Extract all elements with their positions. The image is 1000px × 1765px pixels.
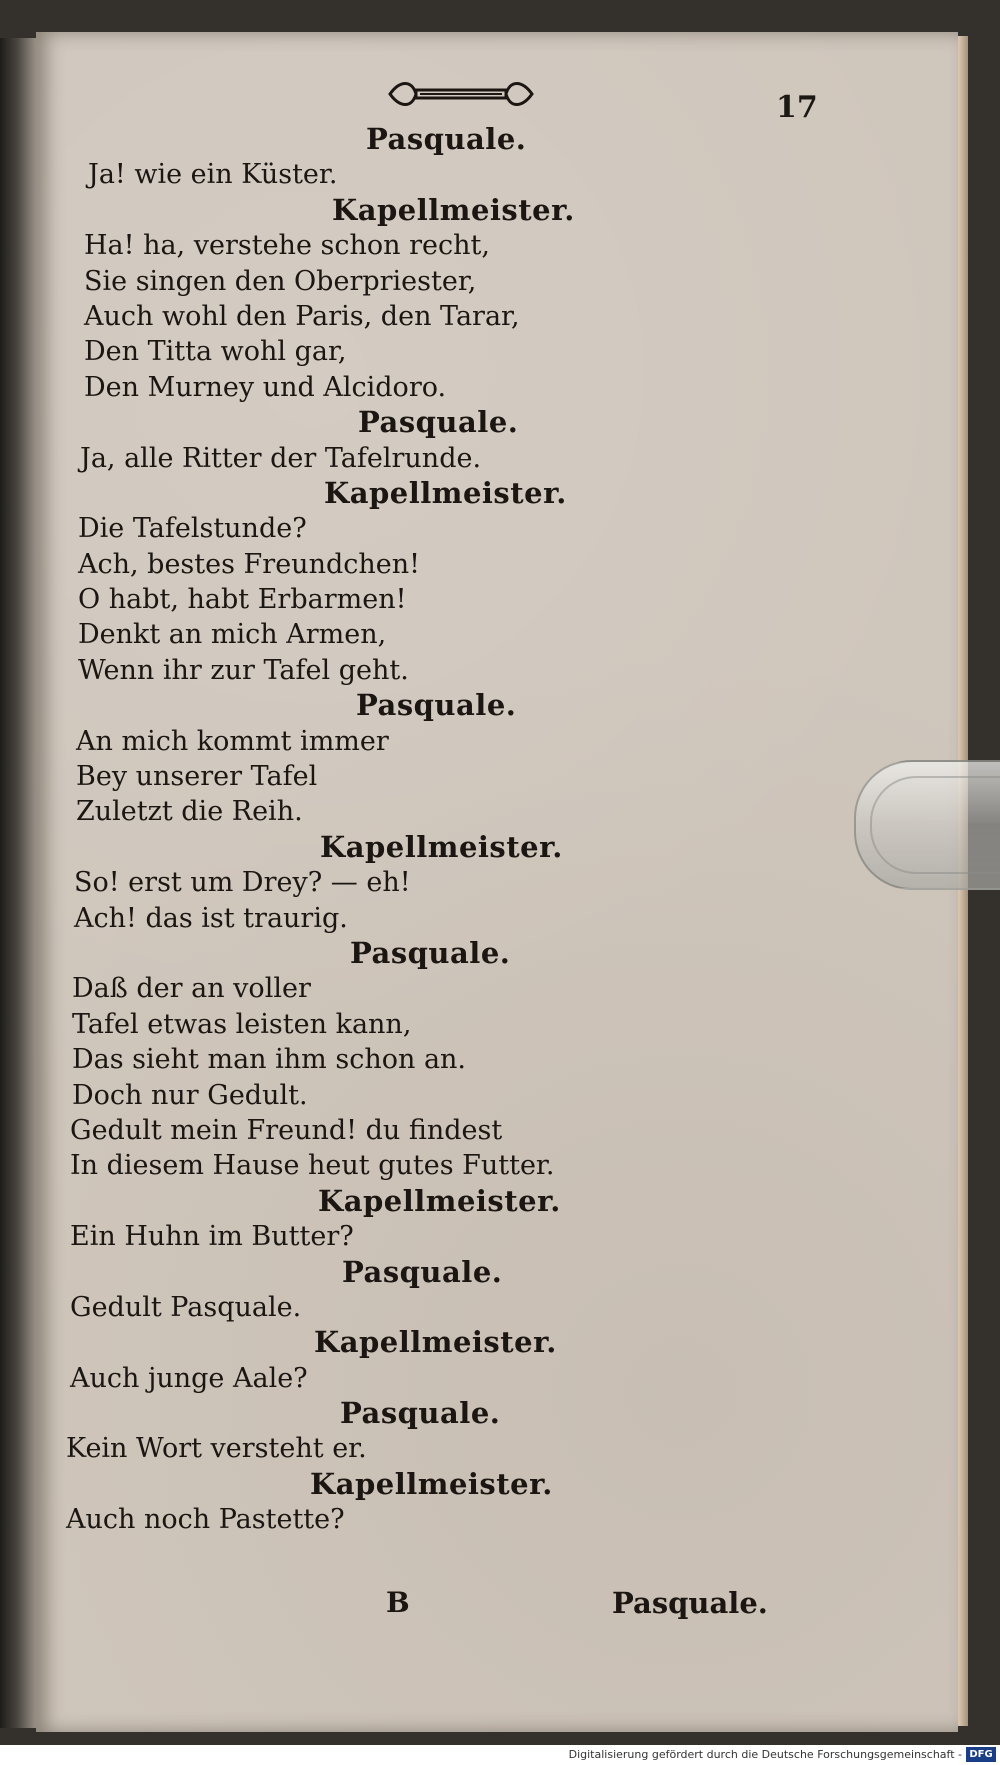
verse-line: Den Titta wohl gar, — [84, 336, 347, 368]
page-clip — [854, 760, 1000, 890]
verse-line: Das sieht man ihm schon an. — [72, 1044, 467, 1076]
verse-line: Ha! ha, verstehe schon recht, — [84, 230, 490, 262]
ornament-icon — [386, 76, 536, 112]
verse-line: Zuletzt die Reih. — [76, 796, 303, 828]
verse-line: Tafel etwas leisten kann, — [72, 1008, 412, 1040]
verse-line: Gedult Pasquale. — [70, 1291, 302, 1323]
speaker-name: Pasquale. — [342, 1254, 503, 1289]
verse-line: In diesem Hause heut gutes Futter. — [70, 1150, 555, 1182]
speaker-name: Kapellmeister. — [332, 192, 575, 227]
page-clip-inner — [870, 776, 1000, 874]
catchword: Pasquale. — [612, 1586, 768, 1620]
verse-line: Ja, alle Ritter der Tafelrunde. — [80, 442, 482, 474]
speaker-name: Pasquale. — [340, 1396, 501, 1431]
verse-line: Auch wohl den Paris, den Tarar, — [84, 300, 520, 332]
verse-line: Doch nur Gedult. — [72, 1079, 308, 1111]
speaker-name: Pasquale. — [358, 405, 519, 440]
dfg-logo-icon: DFG — [966, 1747, 996, 1762]
verse-line: Sie singen den Oberpriester, — [84, 265, 477, 297]
verse-line: Gedult mein Freund! du findest — [70, 1114, 503, 1146]
speaker-name: Kapellmeister. — [318, 1183, 561, 1218]
verse-line: Bey unserer Tafel — [76, 761, 318, 793]
verse-line: Ja! wie ein Küster. — [88, 159, 338, 191]
speaker-name: Kapellmeister. — [320, 829, 563, 864]
speaker-name: Kapellmeister. — [314, 1325, 557, 1360]
libretto-text — [66, 122, 630, 1538]
speaker-name: Pasquale. — [356, 688, 517, 723]
verse-line: Daß der an voller — [72, 973, 311, 1005]
verse-line: Den Murney und Alcidoro. — [84, 371, 447, 403]
signature-mark: B — [386, 1586, 410, 1619]
page-number: 17 — [776, 90, 818, 125]
verse-line: Denkt an mich Armen, — [78, 619, 387, 651]
verse-line: Kein Wort versteht er. — [66, 1433, 367, 1465]
verse-line: Wenn ihr zur Tafel geht. — [78, 654, 409, 686]
verse-line: An mich kommt immer — [76, 725, 389, 757]
verse-line: Auch junge Aale? — [70, 1362, 308, 1394]
verse-line: Ach, bestes Freundchen! — [78, 548, 420, 580]
verse-line: So! erst um Drey? — eh! — [74, 867, 411, 899]
speaker-name: Pasquale. — [366, 122, 527, 156]
verse-line: Auch noch Pastette? — [66, 1504, 345, 1536]
speaker-name: Pasquale. — [350, 935, 511, 970]
footer-credit: Digitalisierung gefördert durch die Deutsche Forschungsgemeinschaft - — [568, 1748, 962, 1761]
speaker-name: Kapellmeister. — [310, 1466, 553, 1501]
verse-line: O habt, habt Erbarmen! — [78, 584, 407, 616]
speaker-name: Kapellmeister. — [324, 475, 567, 510]
verse-line: Die Tafelstunde? — [78, 513, 307, 545]
verse-line: Ein Huhn im Butter? — [70, 1221, 354, 1253]
verse-line: Ach! das ist traurig. — [74, 902, 348, 934]
